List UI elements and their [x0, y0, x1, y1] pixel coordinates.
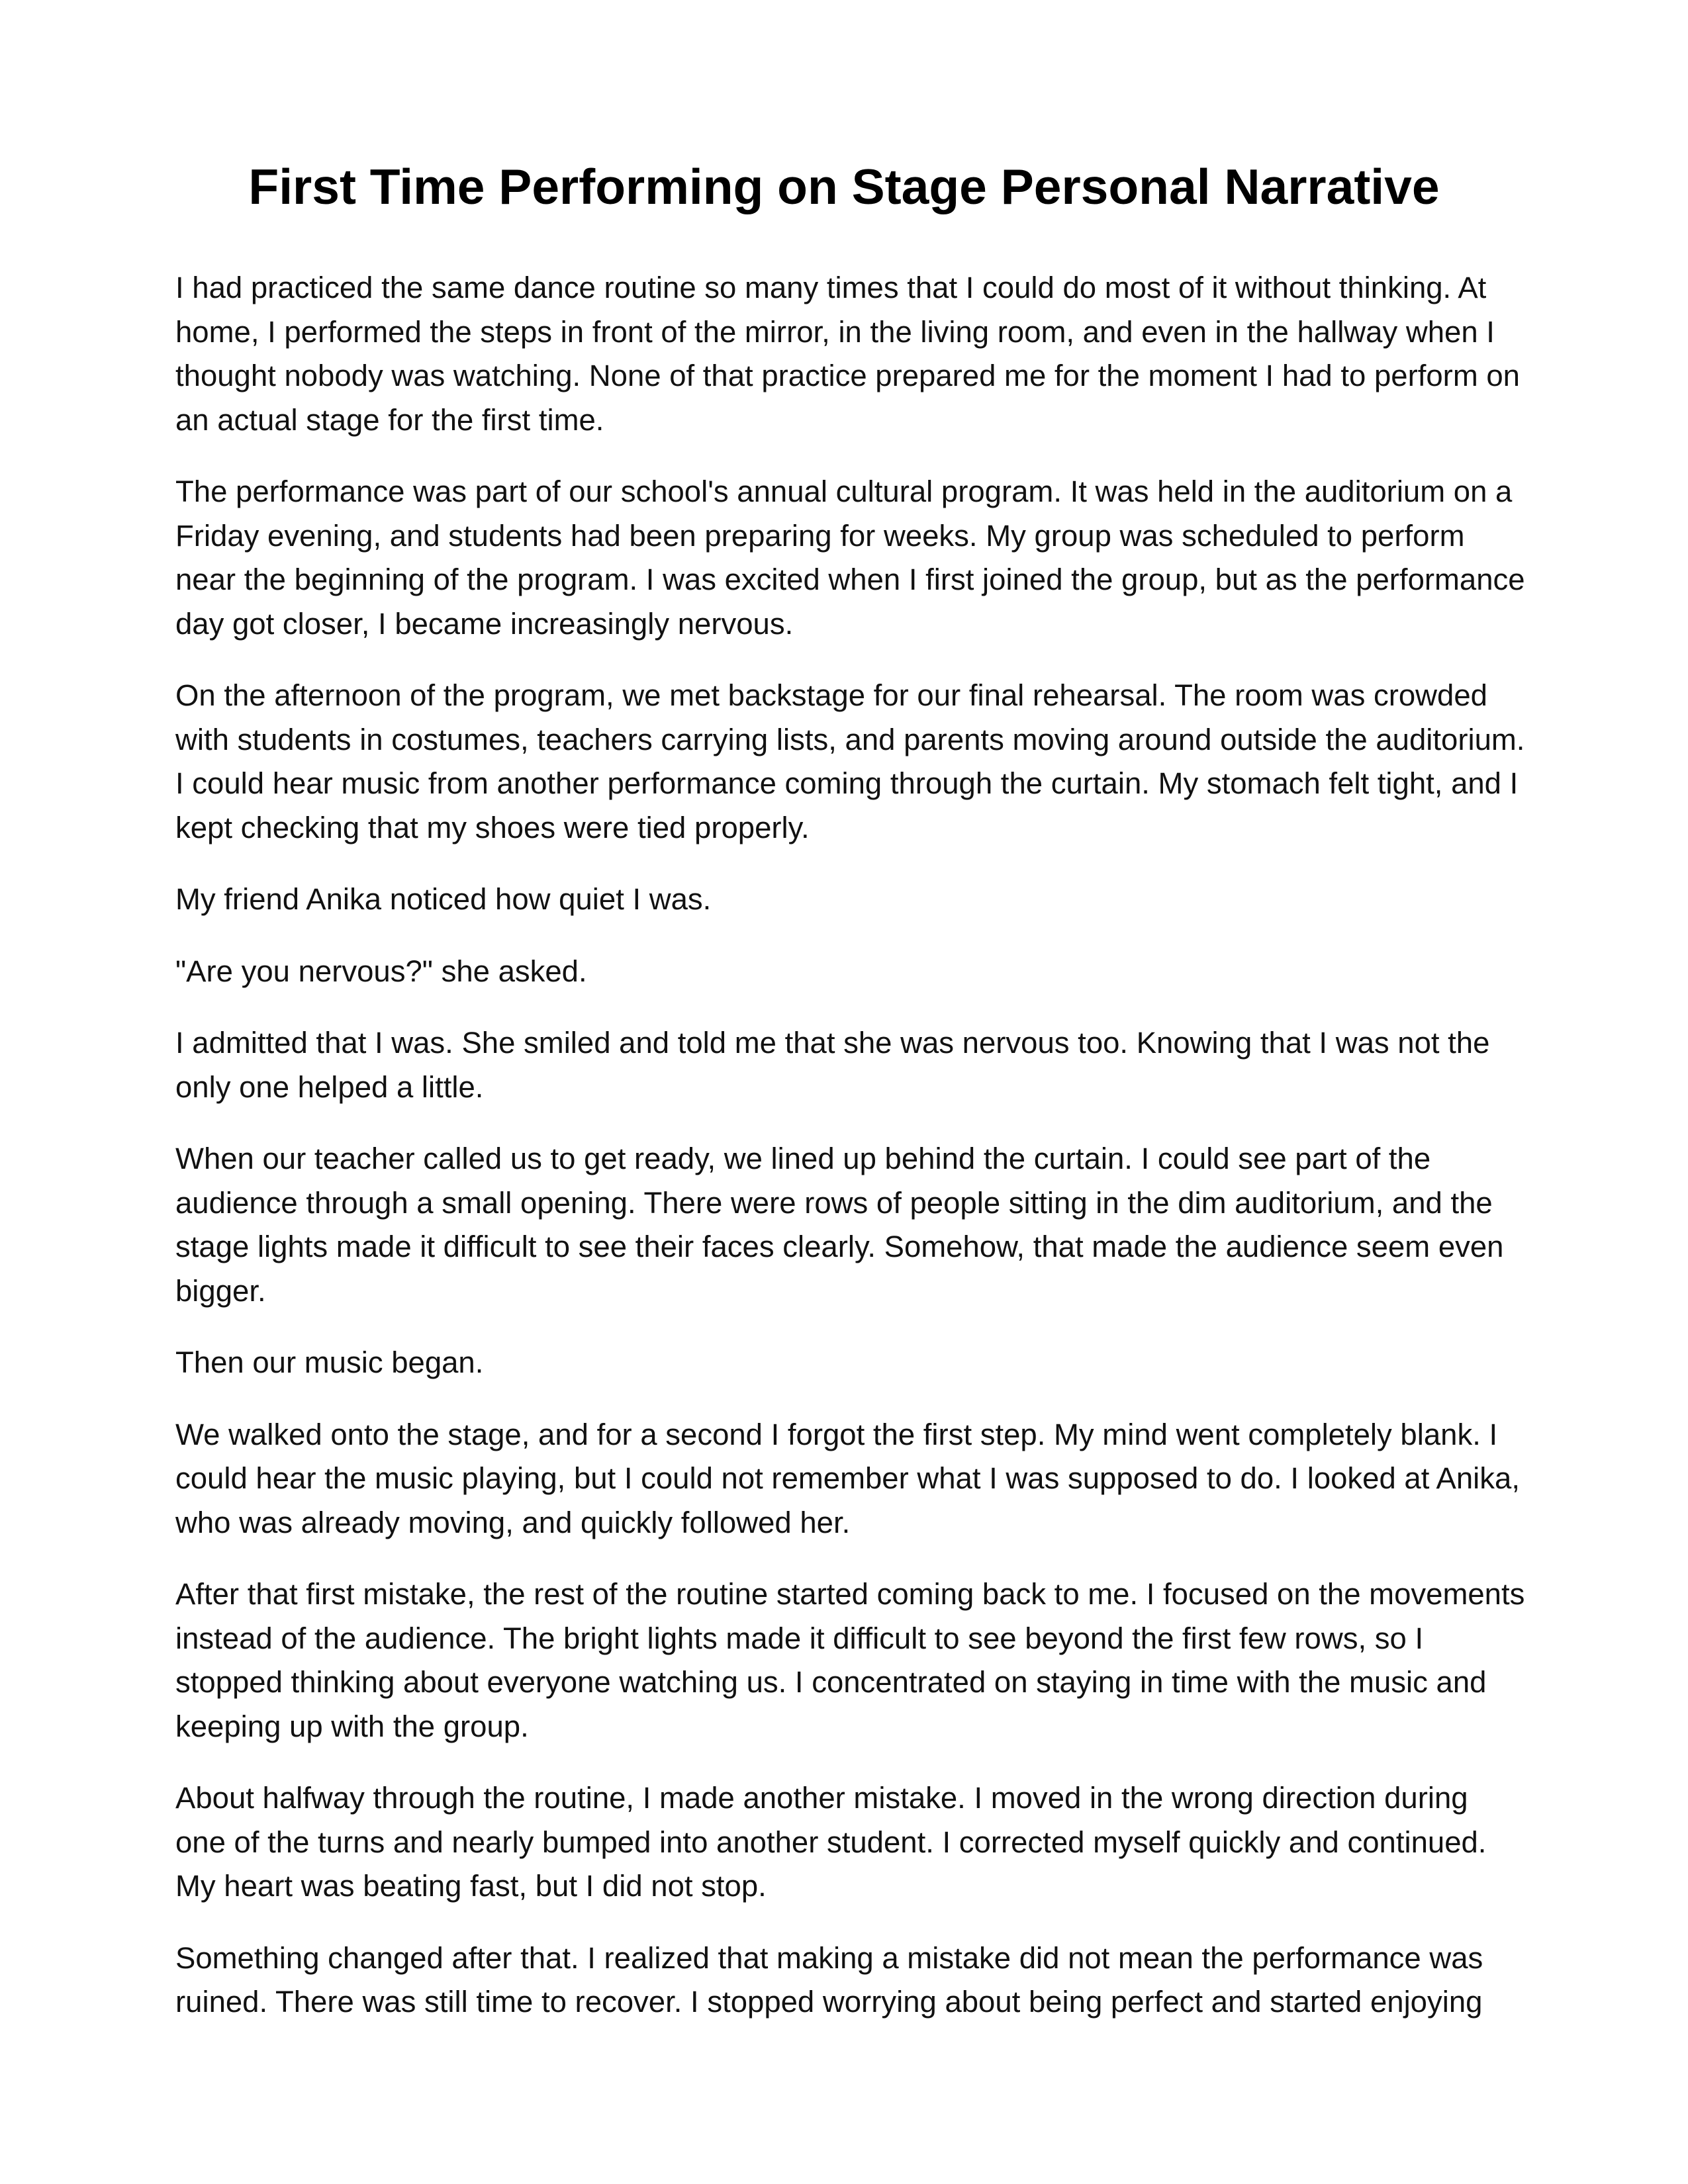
narrative-body: [175, 266, 1526, 2052]
paragraph-1: I had practiced the same dance routine so many times that I could do most of it without thinking. At home, I performed the steps in front of the mirror, in the living room, and even in the hallway when I thought nobody was watching. None of that practice prepared me for the moment I had to perform on an actual stage for the first time.: [175, 271, 1520, 437]
paragraph-12: Something changed after that. I realized that making a mistake did not mean the performance was ruined. There was still time to recover. I stopped worrying about being perfect and started enjoying: [175, 1940, 1483, 2019]
page-title: First Time Performing on Stage Personal Narrative: [248, 159, 1440, 214]
paragraph-2: The performance was part of our school's annual cultural program. It was held in the auditorium on a Friday evening, and students had been preparing for weeks. My group was scheduled to perform near the beginning of the program. I was excited when I first joined the group, but as the performance day got closer, I became increasingly nervous.: [175, 475, 1525, 641]
paragraph-5: "Are you nervous?" she asked.: [175, 954, 587, 988]
paragraph-10: After that first mistake, the rest of the routine started coming back to me. I focused on the movements instead of the audience. The bright lights made it difficult to see beyond the first few rows, so I stopped thinking about everyone watching us. I concentrated on staying in time with the music and keeping up with the group.: [175, 1577, 1525, 1743]
paragraph-3: On the afternoon of the program, we met backstage for our final rehearsal. The room was crowded with students in costumes, teachers carrying lists, and parents moving around outside the auditorium. I could hear music from another performance coming through the curtain. My stomach felt tight, and I kept checking that my shoes were tied properly.: [175, 678, 1525, 844]
paragraph-8: Then our music began.: [175, 1345, 484, 1379]
paragraph-7: When our teacher called us to get ready, we lined up behind the curtain. I could see part of the audience through a small opening. There were rows of people sitting in the dim auditorium, and the stage lights made it difficult to see their faces clearly. Somehow, that made the audience seem even bigger.: [175, 1142, 1504, 1308]
paragraph-9: We walked onto the stage, and for a second I forgot the first step. My mind went completely blank. I could hear the music playing, but I could not remember what I was supposed to do. I looked at Anika, who was already moving, and quickly followed her.: [175, 1417, 1520, 1539]
paragraph-11: About halfway through the routine, I made another mistake. I moved in the wrong direction during one of the turns and nearly bumped into another student. I corrected myself quickly and continued. My heart was beating fast, but I did not stop.: [175, 1781, 1487, 1903]
paragraph-6: I admitted that I was. She smiled and told me that she was nervous too. Knowing that I was not the only one helped a little.: [175, 1026, 1490, 1104]
paragraph-4: My friend Anika noticed how quiet I was.: [175, 882, 712, 916]
